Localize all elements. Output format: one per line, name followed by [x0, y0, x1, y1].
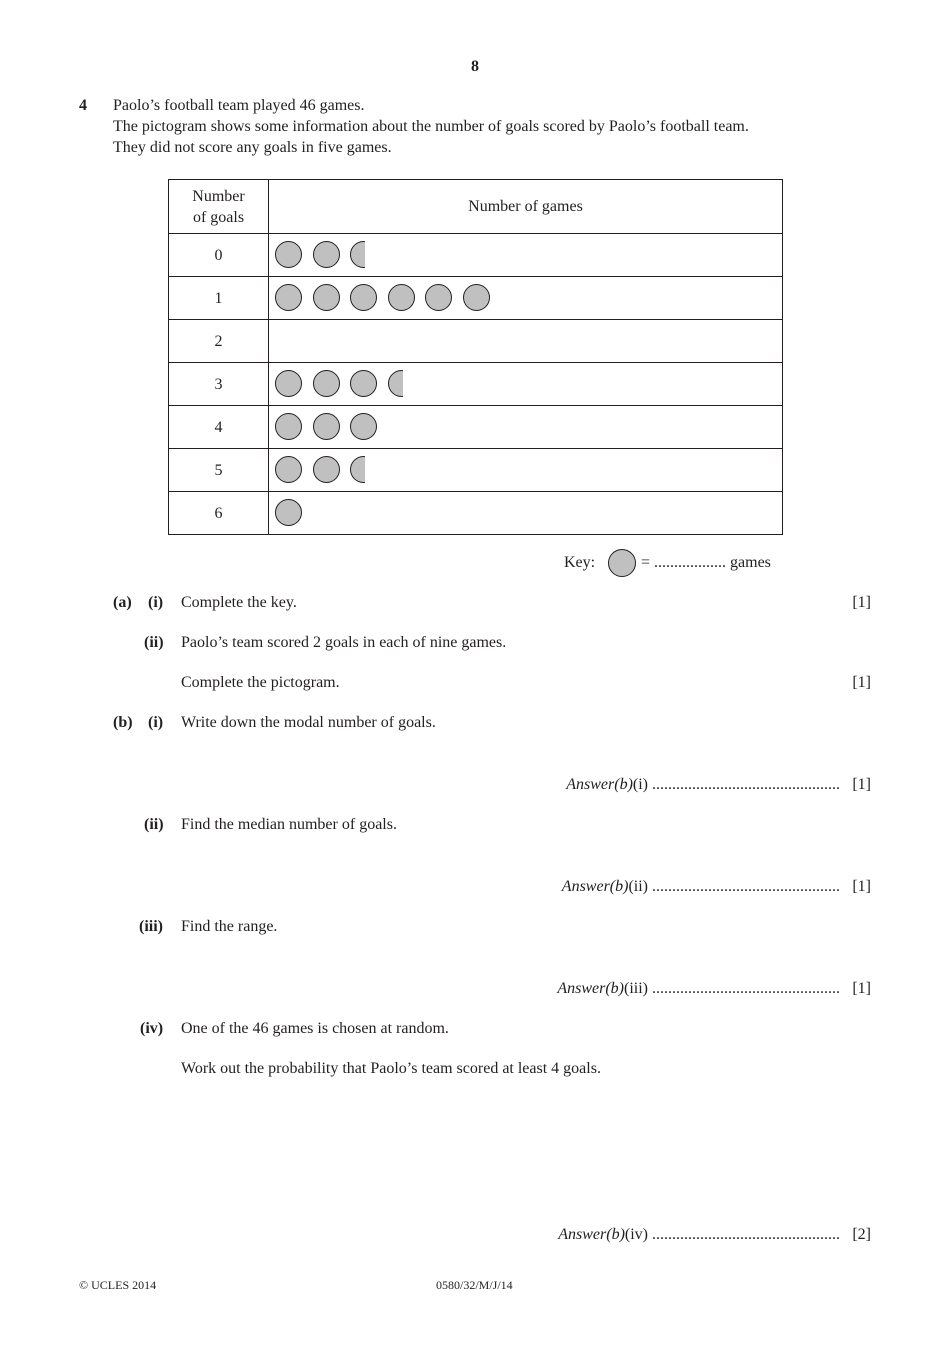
full-circle-icon — [275, 241, 302, 268]
full-circle-icon — [388, 284, 415, 311]
key-circle-icon — [608, 549, 636, 577]
part-b-iv-text: One of the 46 games is chosen at random. — [181, 1020, 449, 1037]
row-games-cell[interactable] — [269, 449, 783, 492]
full-circle-icon — [350, 284, 377, 311]
full-circle-icon — [425, 284, 452, 311]
table-row — [169, 406, 783, 449]
full-circle-icon — [275, 456, 302, 483]
header-goals — [169, 180, 269, 234]
part-b-i-label: (i) — [148, 714, 164, 731]
table-row — [169, 234, 783, 277]
answer-b-i-italic: Answer(b) — [566, 776, 633, 793]
answer-b-iv-italic: Answer(b) — [558, 1226, 625, 1243]
part-a-i-marks: [1] — [852, 594, 871, 611]
answer-b-ii[interactable] — [562, 879, 840, 895]
row-games-cell[interactable] — [269, 277, 783, 320]
part-a-i-label: (i) — [148, 594, 164, 611]
header-games: Number of games — [269, 180, 783, 234]
answer-b-iii-roman: (iii) — [624, 980, 648, 997]
part-a-label: (a) — [113, 594, 132, 611]
question-number: 4 — [79, 97, 87, 114]
half-circle-icon — [388, 370, 403, 397]
answer-b-iv[interactable] — [558, 1227, 840, 1243]
answer-b-iv-dots: ............................................... — [652, 1226, 840, 1243]
row-goals-label: 1 — [169, 277, 269, 320]
pictogram-table — [168, 179, 783, 535]
half-circle-icon — [350, 241, 365, 268]
key-equals-blank[interactable]: = .................. games — [641, 554, 771, 571]
part-a-i-text: Complete the key. — [181, 594, 297, 611]
row-goals-label: 3 — [169, 363, 269, 406]
table-row — [169, 449, 783, 492]
row-games-cell[interactable] — [269, 492, 783, 535]
full-circle-icon — [313, 241, 340, 268]
header-goals-line2: of goals — [192, 208, 245, 226]
part-b-ii-label: (ii) — [144, 816, 164, 833]
answer-b-ii-italic: Answer(b) — [561, 878, 629, 895]
full-circle-icon — [313, 413, 340, 440]
full-circle-icon — [350, 370, 377, 397]
row-games-cell[interactable] — [269, 406, 783, 449]
answer-b-ii-dots: ............................................... — [652, 878, 840, 895]
table-header-row — [169, 180, 783, 234]
part-b-iii-marks: [1] — [852, 980, 871, 997]
part-b-iv-marks: [2] — [852, 1226, 871, 1243]
part-b-ii-marks: [1] — [852, 878, 871, 895]
full-circle-icon — [313, 456, 340, 483]
header-goals-line1: Number — [192, 187, 245, 205]
full-circle-icon — [275, 370, 302, 397]
row-goals-label: 5 — [169, 449, 269, 492]
part-a-ii-marks: [1] — [852, 674, 871, 691]
intro-line-2: The pictogram shows some information about the number of goals scored by Paolo’s football team. — [113, 118, 749, 135]
answer-b-iii-italic: Answer(b) — [557, 980, 624, 997]
full-circle-icon — [275, 413, 302, 440]
table-row — [169, 277, 783, 320]
row-games-cell[interactable] — [269, 363, 783, 406]
part-b-iii-text: Find the range. — [181, 918, 278, 935]
part-b-iv-text2: Work out the probability that Paolo’s team scored at least 4 goals. — [181, 1060, 601, 1077]
part-a-ii-text: Paolo’s team scored 2 goals in each of nine games. — [181, 634, 507, 651]
full-circle-icon — [313, 284, 340, 311]
intro-line-3: They did not score any goals in five games. — [113, 139, 392, 156]
footer-code: 0580/32/M/J/14 — [436, 1278, 513, 1292]
answer-b-i[interactable] — [566, 777, 840, 793]
full-circle-icon — [463, 284, 490, 311]
table-row — [169, 363, 783, 406]
table-row — [169, 492, 783, 535]
row-games-cell[interactable] — [269, 234, 783, 277]
row-goals-label: 0 — [169, 234, 269, 277]
full-circle-icon — [350, 413, 377, 440]
half-circle-icon — [350, 456, 365, 483]
part-b-i-text: Write down the modal number of goals. — [181, 714, 436, 731]
full-circle-icon — [313, 370, 340, 397]
full-circle-icon — [275, 284, 302, 311]
answer-b-ii-roman: (ii) — [628, 878, 648, 895]
part-b-i-marks: [1] — [852, 776, 871, 793]
page-number: 8 — [471, 58, 479, 75]
part-b-label: (b) — [113, 714, 133, 731]
part-b-iv-label: (iv) — [140, 1020, 164, 1037]
intro-line-1: Paolo’s football team played 46 games. — [113, 97, 365, 114]
full-circle-icon — [275, 499, 302, 526]
part-b-ii-text: Find the median number of goals. — [181, 816, 397, 833]
row-games-cell[interactable] — [269, 320, 783, 363]
answer-b-i-roman: (i) — [632, 776, 648, 793]
row-goals-label: 4 — [169, 406, 269, 449]
part-b-iii-label: (iii) — [139, 918, 163, 935]
table-row — [169, 320, 783, 363]
answer-b-i-dots: ............................................... — [652, 776, 840, 793]
answer-b-iv-roman: (iv) — [624, 1226, 648, 1243]
part-a-ii-label: (ii) — [144, 634, 164, 651]
answer-b-iii-dots: ............................................... — [652, 980, 840, 997]
row-goals-label: 2 — [169, 320, 269, 363]
key-label: Key: — [564, 554, 596, 571]
row-goals-label: 6 — [169, 492, 269, 535]
part-a-ii-text2: Complete the pictogram. — [181, 674, 340, 691]
answer-b-iii[interactable] — [557, 981, 840, 997]
footer-copyright: © UCLES 2014 — [79, 1278, 157, 1292]
